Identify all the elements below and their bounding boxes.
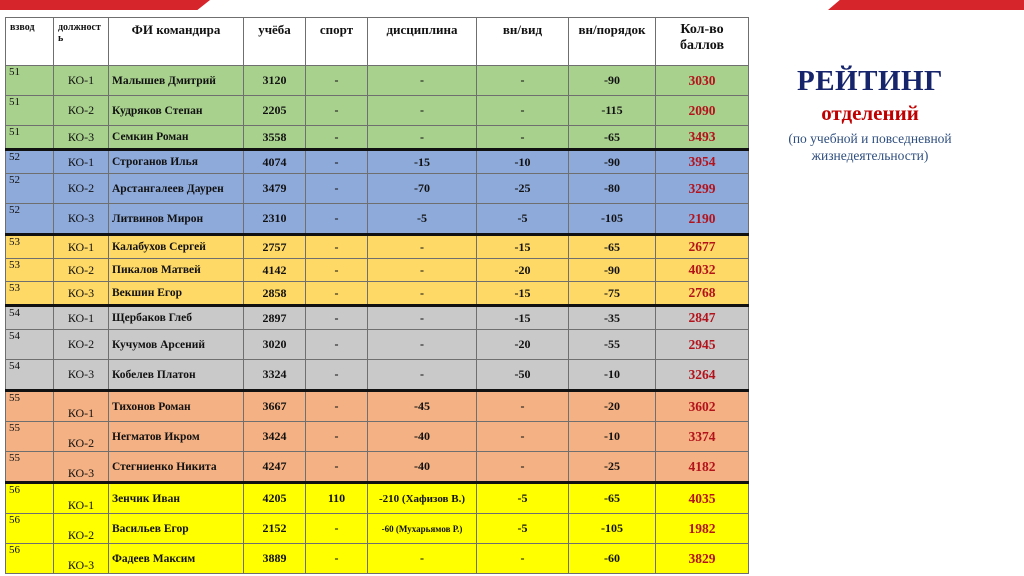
appearance-cell: - (477, 422, 569, 452)
platoon-cell: 55 (6, 391, 54, 422)
study-cell: 2205 (244, 96, 306, 126)
discipline-cell: - (368, 235, 477, 259)
appearance-cell: -5 (477, 204, 569, 235)
appearance-cell: -15 (477, 306, 569, 330)
order-cell: -25 (569, 452, 656, 483)
position-cell: КО-3 (54, 126, 109, 150)
platoon-cell: 52 (6, 204, 54, 235)
commander-cell: Литвинов Мирон (109, 204, 244, 235)
appearance-cell: - (477, 452, 569, 483)
table-row (6, 452, 749, 483)
appearance-cell: -25 (477, 174, 569, 204)
score-cell: 3493 (656, 126, 749, 150)
platoon-cell: 54 (6, 330, 54, 360)
sport-cell: 110 (306, 483, 368, 514)
study-cell: 3424 (244, 422, 306, 452)
study-cell: 2757 (244, 235, 306, 259)
position-cell: КО-2 (54, 259, 109, 282)
study-cell: 3558 (244, 126, 306, 150)
platoon-cell: 52 (6, 174, 54, 204)
header-platoon: взвод (6, 18, 54, 66)
study-cell: 4142 (244, 259, 306, 282)
table-row (6, 150, 749, 174)
rating-note: (по учебной и повседневной жизнедеятельности) (788, 131, 952, 163)
appearance-cell: - (477, 391, 569, 422)
order-cell: -60 (569, 544, 656, 574)
sport-cell: - (306, 282, 368, 306)
score-cell: 4032 (656, 259, 749, 282)
commander-cell: Малышев Дмитрий (109, 66, 244, 96)
score-cell: 3030 (656, 66, 749, 96)
score-cell: 2768 (656, 282, 749, 306)
discipline-cell: - (368, 306, 477, 330)
sport-cell: - (306, 360, 368, 391)
sport-cell: - (306, 330, 368, 360)
score-cell: 3829 (656, 544, 749, 574)
platoon-cell: 56 (6, 544, 54, 574)
position-cell: КО-1 (54, 391, 109, 422)
sport-cell: - (306, 235, 368, 259)
commander-cell: Негматов Икром (109, 422, 244, 452)
study-cell: 4247 (244, 452, 306, 483)
discipline-cell: - (368, 282, 477, 306)
appearance-cell: -20 (477, 330, 569, 360)
table-row (6, 514, 749, 544)
order-cell: -55 (569, 330, 656, 360)
table-row (6, 330, 749, 360)
appearance-cell: - (477, 544, 569, 574)
discipline-cell: -15 (368, 150, 477, 174)
order-cell: -10 (569, 360, 656, 391)
table-row (6, 204, 749, 235)
table-row (6, 174, 749, 204)
appearance-cell: -15 (477, 235, 569, 259)
rating-title: РЕЙТИНГ (796, 65, 944, 97)
discipline-cell: - (368, 96, 477, 126)
commander-cell: Зенчик Иван (109, 483, 244, 514)
sport-cell: - (306, 391, 368, 422)
commander-cell: Кудряков Степан (109, 96, 244, 126)
appearance-cell: - (477, 96, 569, 126)
discipline-cell: - (368, 66, 477, 96)
discipline-cell: -210 (Хафизов В.) (368, 483, 477, 514)
order-cell: -90 (569, 150, 656, 174)
rating-title-block (770, 64, 970, 164)
position-cell: КО-3 (54, 452, 109, 483)
score-cell: 2945 (656, 330, 749, 360)
position-cell: КО-1 (54, 66, 109, 96)
platoon-cell: 54 (6, 306, 54, 330)
platoon-cell: 55 (6, 422, 54, 452)
table-row (6, 360, 749, 391)
commander-cell: Стегниенко Никита (109, 452, 244, 483)
header-order: вн/порядок (569, 18, 656, 66)
position-cell: КО-2 (54, 174, 109, 204)
score-cell: 2090 (656, 96, 749, 126)
order-cell: -65 (569, 483, 656, 514)
platoon-cell: 51 (6, 66, 54, 96)
platoon-cell: 56 (6, 514, 54, 544)
sport-cell: - (306, 422, 368, 452)
discipline-cell: - (368, 259, 477, 282)
study-cell: 2152 (244, 514, 306, 544)
top-right-accent-bar (828, 0, 1024, 10)
header-score: Кол-во баллов (656, 18, 749, 66)
order-cell: -105 (569, 204, 656, 235)
commander-cell: Векшин Егор (109, 282, 244, 306)
commander-cell: Васильев Егор (109, 514, 244, 544)
position-cell: КО-3 (54, 544, 109, 574)
position-cell: КО-1 (54, 150, 109, 174)
order-cell: -10 (569, 422, 656, 452)
score-cell: 2847 (656, 306, 749, 330)
appearance-cell: -15 (477, 282, 569, 306)
sport-cell: - (306, 259, 368, 282)
commander-cell: Кобелев Платон (109, 360, 244, 391)
table-body (6, 66, 749, 574)
table-row (6, 391, 749, 422)
discipline-cell: - (368, 544, 477, 574)
study-cell: 3889 (244, 544, 306, 574)
sport-cell: - (306, 204, 368, 235)
platoon-cell: 53 (6, 282, 54, 306)
score-cell: 3954 (656, 150, 749, 174)
table-row (6, 96, 749, 126)
platoon-cell: 53 (6, 235, 54, 259)
table-row (6, 306, 749, 330)
order-cell: -65 (569, 126, 656, 150)
order-cell: -75 (569, 282, 656, 306)
order-cell: -90 (569, 259, 656, 282)
discipline-cell: -5 (368, 204, 477, 235)
position-cell: КО-1 (54, 483, 109, 514)
score-cell: 4182 (656, 452, 749, 483)
position-cell: КО-3 (54, 282, 109, 306)
platoon-cell: 51 (6, 96, 54, 126)
order-cell: -90 (569, 66, 656, 96)
table-row (6, 66, 749, 96)
position-cell: КО-1 (54, 306, 109, 330)
header-commander: ФИ командира (109, 18, 244, 66)
commander-cell: Арстангалеев Даурен (109, 174, 244, 204)
score-cell: 4035 (656, 483, 749, 514)
score-cell: 2677 (656, 235, 749, 259)
platoon-cell: 53 (6, 259, 54, 282)
sport-cell: - (306, 66, 368, 96)
study-cell: 2858 (244, 282, 306, 306)
commander-cell: Пикалов Матвей (109, 259, 244, 282)
position-cell: КО-2 (54, 422, 109, 452)
platoon-cell: 56 (6, 483, 54, 514)
order-cell: -20 (569, 391, 656, 422)
rating-subtitle: отделений (821, 101, 919, 125)
table-row (6, 282, 749, 306)
header-study: учёба (244, 18, 306, 66)
platoon-cell: 55 (6, 452, 54, 483)
discipline-cell: - (368, 126, 477, 150)
study-cell: 3020 (244, 330, 306, 360)
table-row (6, 483, 749, 514)
order-cell: -105 (569, 514, 656, 544)
appearance-cell: - (477, 126, 569, 150)
commander-cell: Калабухов Сергей (109, 235, 244, 259)
appearance-cell: - (477, 66, 569, 96)
rating-table (5, 17, 749, 574)
platoon-cell: 51 (6, 126, 54, 150)
table-row (6, 544, 749, 574)
sport-cell: - (306, 150, 368, 174)
position-cell: КО-3 (54, 204, 109, 235)
header-appearance: вн/вид (477, 18, 569, 66)
position-cell: КО-1 (54, 235, 109, 259)
study-cell: 4074 (244, 150, 306, 174)
sport-cell: - (306, 126, 368, 150)
appearance-cell: -50 (477, 360, 569, 391)
study-cell: 4205 (244, 483, 306, 514)
appearance-cell: -5 (477, 483, 569, 514)
order-cell: -65 (569, 235, 656, 259)
study-cell: 2897 (244, 306, 306, 330)
sport-cell: - (306, 452, 368, 483)
discipline-cell: -40 (368, 452, 477, 483)
discipline-cell: -70 (368, 174, 477, 204)
discipline-cell: - (368, 330, 477, 360)
score-cell: 2190 (656, 204, 749, 235)
study-cell: 3120 (244, 66, 306, 96)
study-cell: 2310 (244, 204, 306, 235)
order-cell: -80 (569, 174, 656, 204)
discipline-cell: -45 (368, 391, 477, 422)
position-cell: КО-2 (54, 330, 109, 360)
score-cell: 1982 (656, 514, 749, 544)
study-cell: 3479 (244, 174, 306, 204)
discipline-cell: -60 (Мухарьямов Р.) (368, 514, 477, 544)
sport-cell: - (306, 544, 368, 574)
discipline-cell: - (368, 360, 477, 391)
table-header (6, 18, 749, 66)
sport-cell: - (306, 96, 368, 126)
appearance-cell: -20 (477, 259, 569, 282)
platoon-cell: 52 (6, 150, 54, 174)
table-row (6, 235, 749, 259)
order-cell: -35 (569, 306, 656, 330)
commander-cell: Тихонов Роман (109, 391, 244, 422)
header-sport: спорт (306, 18, 368, 66)
commander-cell: Кучумов Арсений (109, 330, 244, 360)
commander-cell: Фадеев Максим (109, 544, 244, 574)
commander-cell: Щербаков Глеб (109, 306, 244, 330)
sport-cell: - (306, 174, 368, 204)
score-cell: 3374 (656, 422, 749, 452)
top-left-accent-bar (0, 0, 210, 10)
sport-cell: - (306, 306, 368, 330)
table-row (6, 422, 749, 452)
appearance-cell: -10 (477, 150, 569, 174)
score-cell: 3602 (656, 391, 749, 422)
order-cell: -115 (569, 96, 656, 126)
position-cell: КО-3 (54, 360, 109, 391)
appearance-cell: -5 (477, 514, 569, 544)
table-row (6, 126, 749, 150)
platoon-cell: 54 (6, 360, 54, 391)
score-cell: 3264 (656, 360, 749, 391)
header-discipline: дисциплина (368, 18, 477, 66)
study-cell: 3324 (244, 360, 306, 391)
header-position: должност ь (54, 18, 109, 66)
study-cell: 3667 (244, 391, 306, 422)
table-row (6, 259, 749, 282)
score-cell: 3299 (656, 174, 749, 204)
commander-cell: Строганов Илья (109, 150, 244, 174)
position-cell: КО-2 (54, 96, 109, 126)
discipline-cell: -40 (368, 422, 477, 452)
commander-cell: Семкин Роман (109, 126, 244, 150)
sport-cell: - (306, 514, 368, 544)
position-cell: КО-2 (54, 514, 109, 544)
